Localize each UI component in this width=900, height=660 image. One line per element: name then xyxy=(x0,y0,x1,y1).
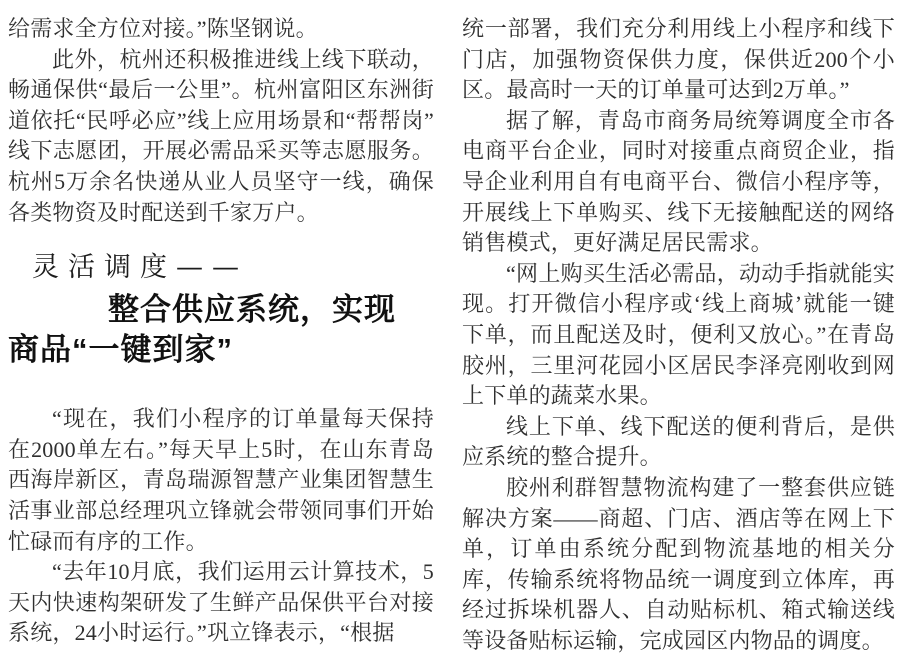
right-paragraphs xyxy=(462,14,895,656)
paragraph: “现在，我们小程序的订单量每天保持在2000单左右。”每天早上5时，在山东青岛西海岸新区，青岛瑞源智慧产业集团智慧生活事业部总经理巩立锋就会带领同事们开始忙碌而有序的工作。 xyxy=(8,406,434,554)
left-column xyxy=(8,14,434,660)
paragraph: 据了解，青岛市商务局统筹调度全市各电商平台企业，同时对接重点商贸企业，指导企业利用自有电商平台、微信小程序等，开展线上下单购买、线下无接触配送的网络销售模式，更好满足居民需求。 xyxy=(462,107,895,256)
paragraph: 胶州利群智慧物流构建了一整套供应链解决方案——商超、门店、酒店等在网上下单，订单由系统分配到物流基地的相关分库，传输系统将物品统一调度到立体库，再经过拆垛机器人、自动贴标机、箱式输送线等设备贴标运输，完成园区内物品的调度。 xyxy=(462,474,895,653)
paragraph: “网上购买生活必需品，动动手指就能实现。打开微信小程序或‘线上商城’就能一键下单，而且配送及时，便利又放心。”在青岛胶州，三里河花园小区居民李泽亮刚收到网上下单的蔬菜水果。 xyxy=(462,260,895,409)
article-subheadline xyxy=(8,250,434,370)
paragraph: “去年10月底，我们运用云计算技术，5天内快速构架研发了生鲜产品保供平台对接系统，24小时运行。”巩立锋表示，“根据 xyxy=(8,559,434,646)
headline-kicker: 灵活调度—— xyxy=(32,252,248,284)
right-column xyxy=(462,14,895,660)
left-paragraphs-after-heading xyxy=(8,404,434,649)
paragraph: 此外，杭州还积极推进线上线下联动，畅通保供“最后一公里”。杭州富阳区东洲街道依托“民呼必应”线上应用场景和“帮帮岗”线下志愿团，开展必需品采买等志愿服务。杭州5万余名快递从业人员坚守一线，确保各类物资及时配送到千家万户。 xyxy=(8,46,434,225)
left-paragraphs-before-heading xyxy=(8,14,434,228)
paragraph: 给需求全方位对接。”陈坚钢说。 xyxy=(8,16,318,41)
headline-line2: 整合供应系统，实现 xyxy=(108,292,396,328)
headline-line3: 商品“一键到家” xyxy=(8,332,233,368)
paragraph: 统一部署，我们充分利用线上小程序和线下门店，加强物资保供力度，保供近200个小区。最高时一天的订单量可达到2万单。” xyxy=(462,16,895,103)
paragraph: 线上下单、线下配送的便利背后，是供应系统的整合提升。 xyxy=(462,413,895,470)
